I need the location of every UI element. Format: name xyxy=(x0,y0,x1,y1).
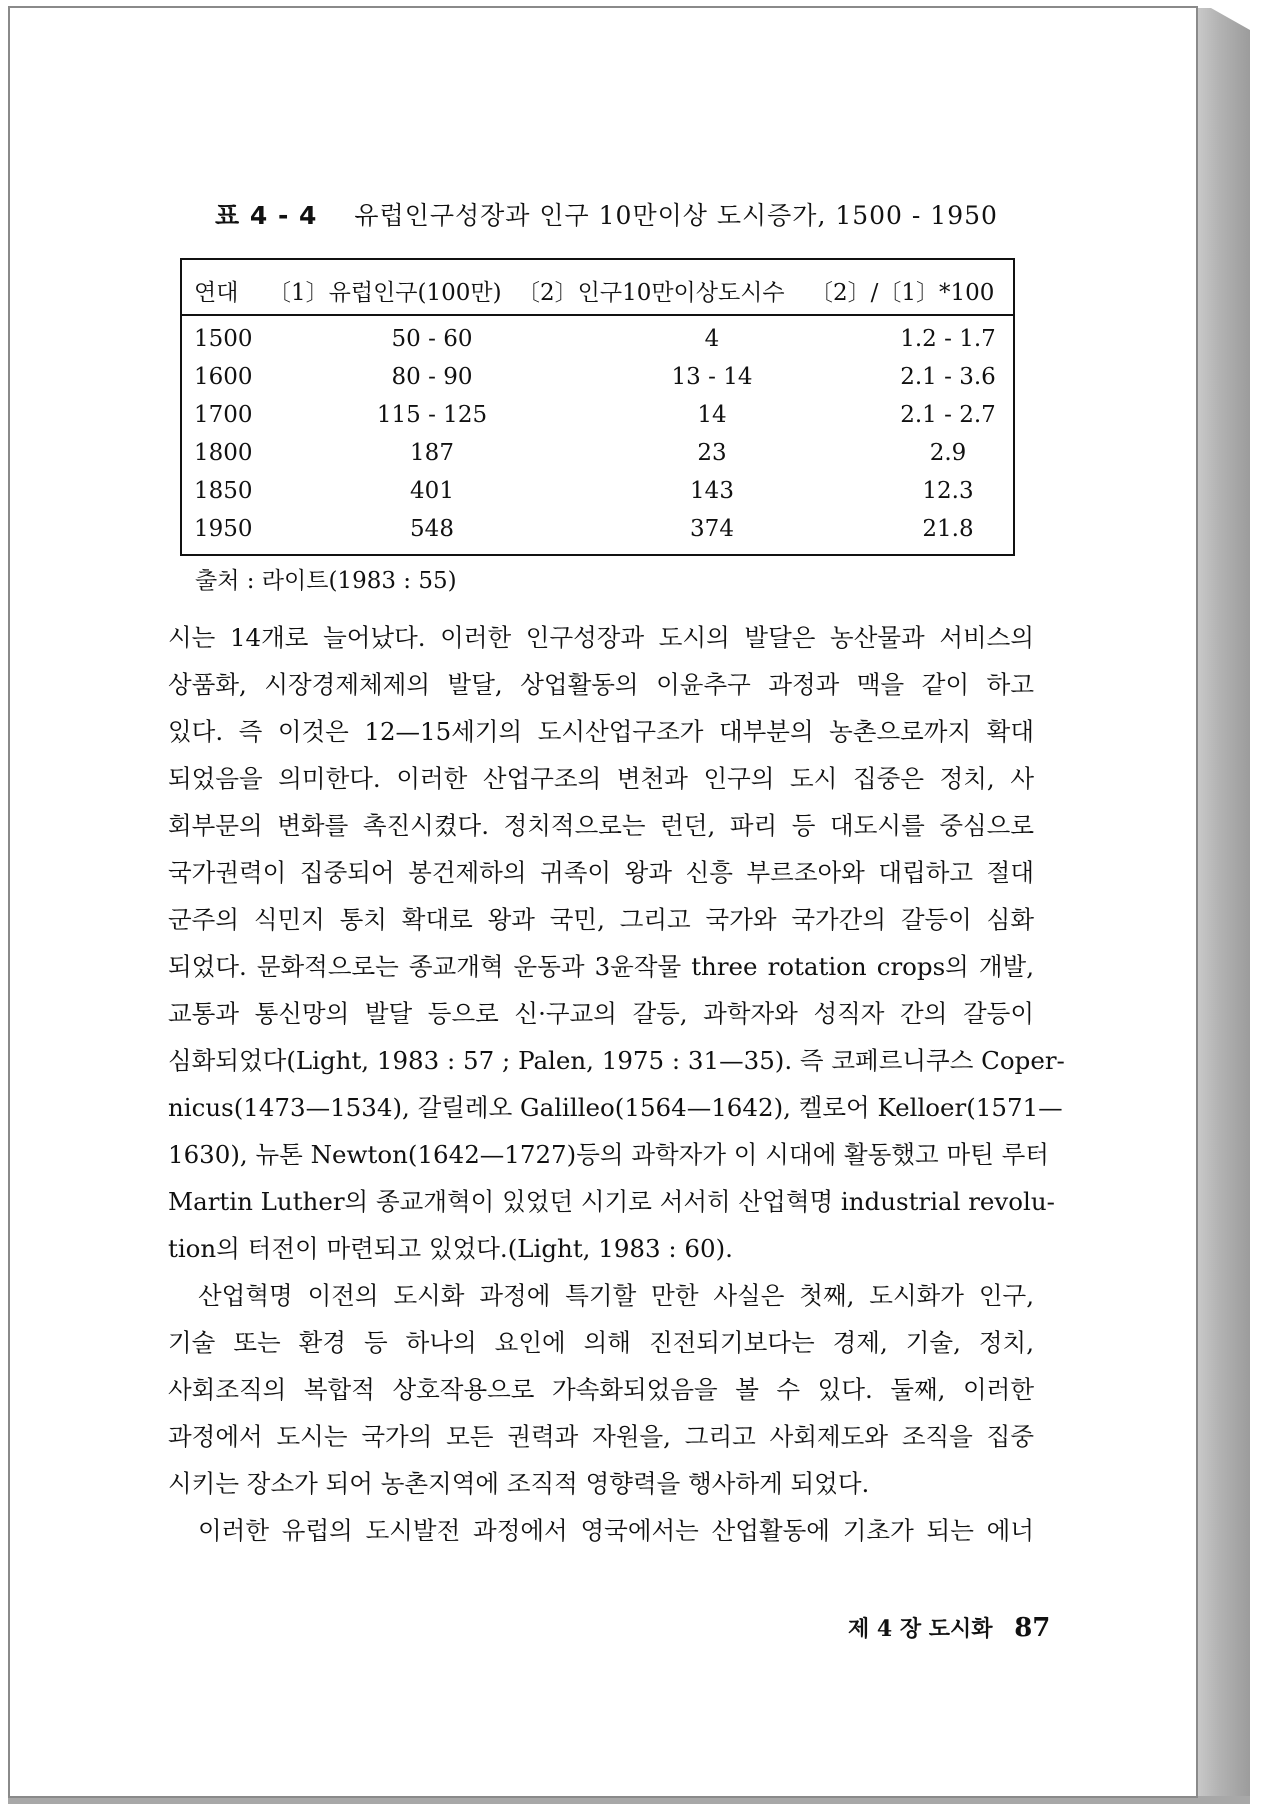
page-edge-shadow xyxy=(1198,8,1250,1798)
data-table xyxy=(180,258,1015,556)
table-row xyxy=(182,402,1013,440)
paragraph-1 xyxy=(168,614,1065,1272)
cell-ratio: 1.2 - 1.7 xyxy=(900,326,996,352)
cell-year: 1500 xyxy=(194,326,253,352)
cell-year: 1700 xyxy=(194,402,253,428)
cell-population: 401 xyxy=(410,478,454,504)
header-cell-ratio: 〔2〕/〔1〕*100 xyxy=(810,280,995,306)
table-header-row xyxy=(182,260,1013,316)
table-row xyxy=(182,364,1013,402)
text-line: 회부문의 변화를 촉진시켰다. 정치적으로는 런던, 파리 등 대도시를 중심으로 xyxy=(168,811,1034,840)
text-line: nicus(1473—1534), 갈릴레오 Galilleo(1564—1642), 켈로어 Kelloer(1571— xyxy=(168,1093,1063,1122)
cell-city-count: 4 xyxy=(704,326,720,352)
cell-year: 1950 xyxy=(194,516,253,542)
cell-city-count: 23 xyxy=(697,440,727,466)
text-line: 사회조직의 복합적 상호작용으로 가속화되었음을 볼 수 있다. 둘째, 이러한 xyxy=(168,1375,1034,1404)
paragraph-3 xyxy=(168,1507,1034,1554)
cell-year: 1850 xyxy=(194,478,253,504)
text-line: 1630), 뉴톤 Newton(1642—1727)등의 과학자가 이 시대에 활동했고 마틴 루터 xyxy=(168,1140,1049,1169)
text-line: 이러한 유럽의 도시발전 과정에서 영국에서는 산업활동에 기초가 되는 에너 xyxy=(198,1516,1034,1545)
text-line: 되었다. 문화적으로는 종교개혁 운동과 3윤작물 three rotation crops의 개발, xyxy=(168,952,1034,981)
header-cell-era: 연대 xyxy=(194,280,239,306)
text-line: 상품화, 시장경제체제의 발달, 상업활동의 이윤추구 과정과 맥을 같이 하고 xyxy=(168,670,1034,699)
cell-ratio: 12.3 xyxy=(922,478,974,504)
cell-population: 50 - 60 xyxy=(391,326,473,352)
text-line: 시는 14개로 늘어났다. 이러한 인구성장과 도시의 발달은 농산물과 서비스의 xyxy=(168,623,1034,652)
cell-ratio: 21.8 xyxy=(922,516,974,542)
cell-population: 115 - 125 xyxy=(376,402,488,428)
table-row xyxy=(182,326,1013,364)
table-caption xyxy=(215,196,998,232)
cell-city-count: 14 xyxy=(697,402,727,428)
cell-year: 1800 xyxy=(194,440,253,466)
cell-population: 187 xyxy=(410,440,454,466)
cell-population: 80 - 90 xyxy=(391,364,473,390)
text-line: 시키는 장소가 되어 농촌지역에 조직적 영향력을 행사하게 되었다. xyxy=(168,1469,870,1498)
cell-city-count: 374 xyxy=(690,516,734,542)
text-line: Martin Luther의 종교개혁이 있었던 시기로 서서히 산업혁명 industrial revolu- xyxy=(168,1187,1055,1216)
cell-city-count: 143 xyxy=(690,478,734,504)
cell-year: 1600 xyxy=(194,364,253,390)
cell-city-count: 13 - 14 xyxy=(671,364,753,390)
table-source: 출처 : 라이트(1983 : 55) xyxy=(195,568,457,594)
header-cell-city-count: 〔2〕인구10만이상도시수 xyxy=(517,280,785,306)
text-line: 과정에서 도시는 국가의 모든 권력과 자원을, 그리고 사회제도와 조직을 집중 xyxy=(168,1422,1034,1451)
text-line: 기술 또는 환경 등 하나의 요인에 의해 진전되기보다는 경제, 기술, 정치, xyxy=(168,1328,1034,1357)
header-cell-population: 〔1〕유럽인구(100만) xyxy=(268,280,502,306)
text-line: 산업혁명 이전의 도시화 과정에 특기할 만한 사실은 첫째, 도시화가 인구, xyxy=(198,1281,1034,1310)
table-caption-label: 표 4 - 4 xyxy=(215,201,318,230)
text-line: 군주의 식민지 통치 확대로 왕과 국민, 그리고 국가와 국가간의 갈등이 심화 xyxy=(168,905,1034,934)
table-row xyxy=(182,440,1013,478)
text-line: 국가권력이 집중되어 봉건제하의 귀족이 왕과 신흥 부르조아와 대립하고 절대 xyxy=(168,858,1034,887)
page-number: 87 xyxy=(1014,1613,1051,1643)
text-line: 되었음을 의미한다. 이러한 산업구조의 변천과 인구의 도시 집중은 정치, 사 xyxy=(168,764,1034,793)
cell-ratio: 2.1 - 2.7 xyxy=(900,402,996,428)
page-footer xyxy=(848,1612,1050,1643)
chapter-label: 제 4 장 도시화 xyxy=(848,1616,993,1642)
table-row xyxy=(182,478,1013,516)
paragraph-2 xyxy=(168,1272,1034,1507)
cell-ratio: 2.9 xyxy=(929,440,967,466)
cell-population: 548 xyxy=(410,516,454,542)
text-line: 있다. 즉 이것은 12—15세기의 도시산업구조가 대부분의 농촌으로까지 확대 xyxy=(168,717,1034,746)
text-line: tion의 터전이 마련되고 있었다.(Light, 1983 : 60). xyxy=(168,1234,733,1263)
table-caption-title: 유럽인구성장과 인구 10만이상 도시증가, 1500 - 1950 xyxy=(354,201,998,230)
text-line: 심화되었다(Light, 1983 : 57 ; Palen, 1975 : 31—35). 즉 코페르니쿠스 Coper- xyxy=(168,1046,1065,1075)
text-line: 교통과 통신망의 발달 등으로 신·구교의 갈등, 과학자와 성직자 간의 갈등이 xyxy=(168,999,1034,1028)
cell-ratio: 2.1 - 3.6 xyxy=(900,364,996,390)
table-row xyxy=(182,516,1013,554)
